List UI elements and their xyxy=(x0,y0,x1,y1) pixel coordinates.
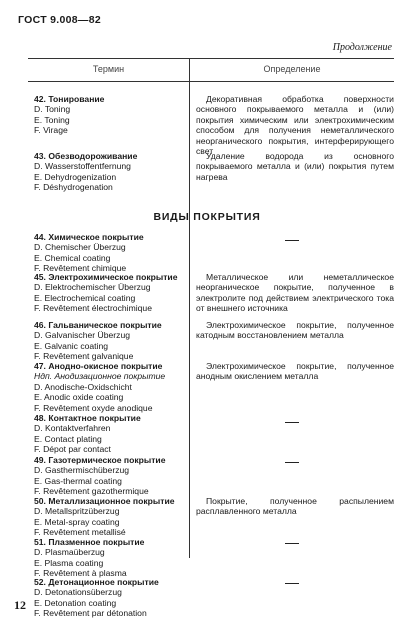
term-ru: 48. Контактное покрытие xyxy=(34,413,141,423)
term-entry-51 xyxy=(34,537,184,579)
term-fr: F. Revêtement à plasma xyxy=(34,568,127,579)
definition-45 xyxy=(196,272,394,314)
definition-text: Декоративная обработка поверхности основного покрываемого металла и (или) покрытия химическим или электрохимическим способом для получения неметаллического неорганического покрытия, интерферирующего свет xyxy=(196,94,394,157)
term-ru-synonym: Ндп. Анодизационное покрытие xyxy=(34,371,166,382)
definition-43 xyxy=(196,151,394,182)
term-fr: F. Revêtement metallisé xyxy=(34,527,126,538)
term-ru: 52. Детонационное покрытие xyxy=(34,577,159,587)
term-en: E. Detonation coating xyxy=(34,597,117,608)
definition-50 xyxy=(196,496,394,517)
definition-dash xyxy=(285,240,299,241)
term-de: D. Elektrochemischer Überzug xyxy=(34,282,151,293)
term-en: E. Chemical coating xyxy=(34,252,111,263)
definition-text: Удаление водорода из основного покрываемого металла и (или) покрытия путем нагрева xyxy=(196,151,394,182)
definition-dash xyxy=(285,583,299,584)
term-ru: 51. Плазменное покрытие xyxy=(34,537,145,547)
term-entry-49 xyxy=(34,455,184,497)
term-fr: F. Revêtement gazothermique xyxy=(34,486,149,497)
term-en: E. Electrochemical coating xyxy=(34,292,136,303)
term-fr: F. Dépot par contact xyxy=(34,444,111,455)
term-fr: F. Déshydrogenation xyxy=(34,182,113,193)
term-ru: 43. Обезводороживание xyxy=(34,151,138,161)
term-de: D. Chemischer Überzug xyxy=(34,242,126,253)
definition-text: Покрытие, полученное распылением расплавленного металла xyxy=(196,496,394,517)
term-de: D. Toning xyxy=(34,104,71,115)
term-en: E. Metal-spray coating xyxy=(34,516,120,527)
section-title: ВИДЫ ПОКРЫТИЯ xyxy=(153,211,261,223)
document-code: ГОСТ 9.008—82 xyxy=(18,14,101,26)
term-de: D. Kontaktverfahren xyxy=(34,423,111,434)
term-en: E. Plasma coating xyxy=(34,557,104,568)
term-entry-42 xyxy=(34,94,184,136)
term-entry-50 xyxy=(34,496,184,538)
term-ru: 49. Газотермическое покрытие xyxy=(34,455,166,465)
definition-dash xyxy=(285,422,299,423)
term-fr: F. Revêtement chimique xyxy=(34,263,127,274)
definition-dash xyxy=(285,462,299,463)
term-en: E. Galvanic coating xyxy=(34,340,109,351)
term-entry-47 xyxy=(34,361,184,413)
term-fr: F. Revêtement par détonation xyxy=(34,608,147,619)
term-entry-46 xyxy=(34,320,184,362)
term-entry-52 xyxy=(34,577,184,619)
header-term: Термин xyxy=(92,64,125,74)
term-de: D. Wasserstoffentfernung xyxy=(34,161,131,172)
term-en: E. Dehydrogenization xyxy=(34,171,117,182)
definition-text: Электрохимическое покрытие, полученное анодным окислением металла xyxy=(196,361,394,382)
table-header xyxy=(28,58,394,82)
continued-label: Продолжение xyxy=(332,42,392,53)
definition-42 xyxy=(196,94,394,156)
term-fr: F. Revêtement oxyde anodique xyxy=(34,402,153,413)
term-ru: 45. Электрохимическое покрытие xyxy=(34,272,178,282)
term-ru: 42. Тонирование xyxy=(34,94,105,104)
term-entry-44 xyxy=(34,232,184,274)
header-definition: Определение xyxy=(263,64,321,74)
page-number: 12 xyxy=(14,598,26,612)
term-ru: 47. Анодно-окисное покрытие xyxy=(34,361,163,371)
definition-dash xyxy=(285,543,299,544)
definition-text: Электрохимическое покрытие, полученное катодным восстановлением металла xyxy=(196,320,394,341)
definition-47 xyxy=(196,361,394,382)
term-ru: 44. Химическое покрытие xyxy=(34,232,144,242)
term-ru: 46. Гальваническое покрытие xyxy=(34,320,162,330)
term-de: D. Anodische-Oxidschicht xyxy=(34,381,132,392)
term-de: D. Metallspritzüberzug xyxy=(34,506,120,517)
term-de: D. Gasthermischüberzug xyxy=(34,465,130,476)
term-en: E. Contact plating xyxy=(34,433,102,444)
term-de: D. Galvanischer Überzug xyxy=(34,330,131,341)
term-entry-48 xyxy=(34,413,184,455)
term-fr: F. Revêtement galvanique xyxy=(34,351,134,362)
term-fr: F. Revêtement électrochimique xyxy=(34,303,152,314)
column-divider xyxy=(189,80,190,558)
definition-46 xyxy=(196,320,394,341)
definition-text: Металлическое или неметаллическое неорганическое покрытие, полученное в электролите под действием электрического тока от внешнего источника xyxy=(196,272,394,314)
term-en: E. Toning xyxy=(34,114,70,125)
term-entry-43 xyxy=(34,151,184,193)
term-ru: 50. Металлизационное покрытие xyxy=(34,496,175,506)
term-en: E. Anodic oxide coating xyxy=(34,392,124,403)
term-de: D. Plasmaüberzug xyxy=(34,547,105,558)
term-de: D. Detonationsüberzug xyxy=(34,587,122,598)
term-en: E. Gas-thermal coating xyxy=(34,475,122,486)
term-fr: F. Virage xyxy=(34,125,68,136)
term-entry-45 xyxy=(34,272,184,314)
